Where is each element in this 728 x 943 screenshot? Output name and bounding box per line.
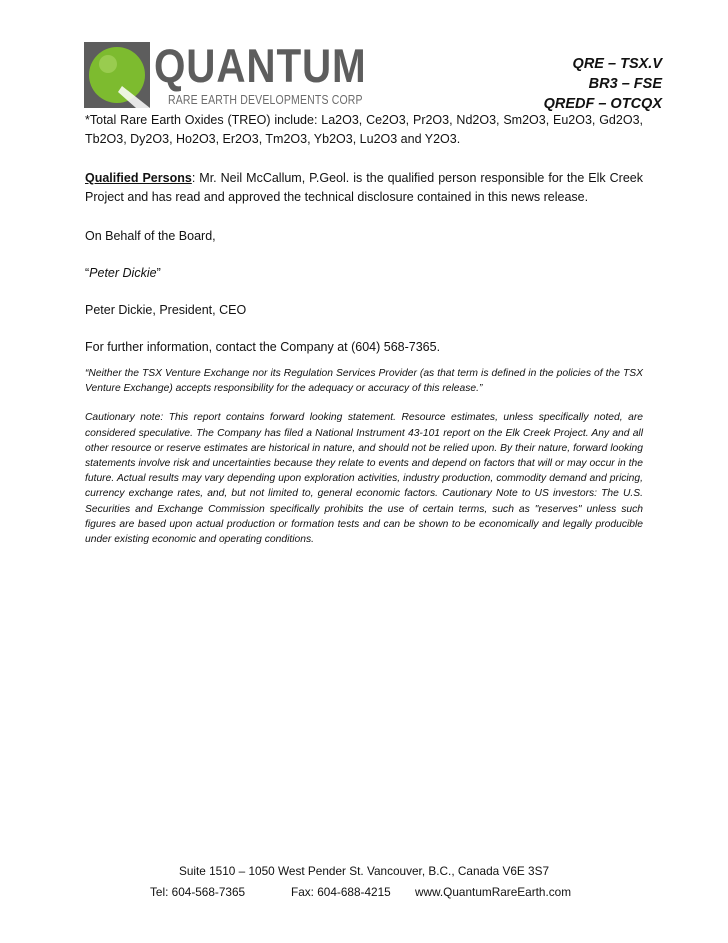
logo-wordmark: QUANTUM <box>154 39 367 92</box>
footer-address: Suite 1510 – 1050 West Pender St. Vancouver, B.C., Canada V6E 3S7 <box>178 864 550 878</box>
quote-close: ” <box>156 266 161 280</box>
logo-subtitle: RARE EARTH DEVELOPMENTS CORP <box>168 93 363 107</box>
signer-line: Peter Dickie, President, CEO <box>85 303 247 317</box>
signature-line <box>85 264 643 283</box>
document-body <box>85 111 643 547</box>
qualified-persons-label: Qualified Persons <box>85 171 192 185</box>
contact-line: For further information, contact the Company at (604) 568-7365. <box>85 340 441 354</box>
ticker-fse: BR3 – FSE <box>588 76 662 92</box>
quote-open: “ <box>85 266 90 280</box>
footer-tel: Tel: 604-568-7365 <box>150 885 246 899</box>
footer-fax: Fax: 604-688-4215 <box>291 885 391 899</box>
cautionary-note: Cautionary note: This report contains forward looking statement. Resource estimates, unless specifically noted, are considered speculative. The Company has filed a National Instrument 43-101 report on the Elk Creek Project. Any and all other resource or reserve estimates are historical in nature, and should not be relied upon. By their nature, forward looking statements involve risk and uncertainties because they relate to events and depend on factors that will or may occur in the future. Actual results may vary depending upon exploration activities, industry production, commodity demand and pricing, currency exchange rates, and, but not limited to, general economic factors. Cautionary Note to US investors: The U.S. Securities and Exchange Commission specifically prohibits the use of certain terms, such as "reserves" unless such figures are based upon actual production or formation tests and can be shown to be economically and legally producible under existing economic and operating conditions. <box>85 412 643 546</box>
signature: Peter Dickie <box>89 266 157 280</box>
ticker-tsxv: QRE – TSX.V <box>572 56 662 72</box>
ticker-otcqx: QREDF – OTCQX <box>543 96 662 112</box>
logo-mark-icon <box>84 42 150 108</box>
footer-contacts <box>150 885 580 899</box>
on-behalf-line: On Behalf of the Board, <box>85 229 216 243</box>
tsx-disclaimer: “Neither the TSX Venture Exchange nor its Regulation Services Provider (as that term is defined in the policies of the TSX Venture Exchange) accepts responsibility for the adequacy or accuracy of this release.” <box>85 368 643 395</box>
qualified-persons-paragraph <box>85 169 643 207</box>
footer-website[interactable]: www.QuantumRareEarth.com <box>415 885 572 899</box>
treo-footnote: *Total Rare Earth Oxides (TREO) include: La2O3, Ce2O3, Pr2O3, Nd2O3, Sm2O3, Eu2O3, Gd2O3, Tb2O3, Dy2O3, Ho2O3, Er2O3, Tm2O3, Yb2O3, Lu2O3 and Y2O3. <box>85 113 643 146</box>
company-logo <box>84 39 367 112</box>
stock-tickers <box>544 54 662 114</box>
qualified-persons-text: : Mr. Neil McCallum, P.Geol. is the qualified person responsible for the Elk Creek Project and has read and approved the technical disclosure contained in this news release. <box>85 171 643 204</box>
